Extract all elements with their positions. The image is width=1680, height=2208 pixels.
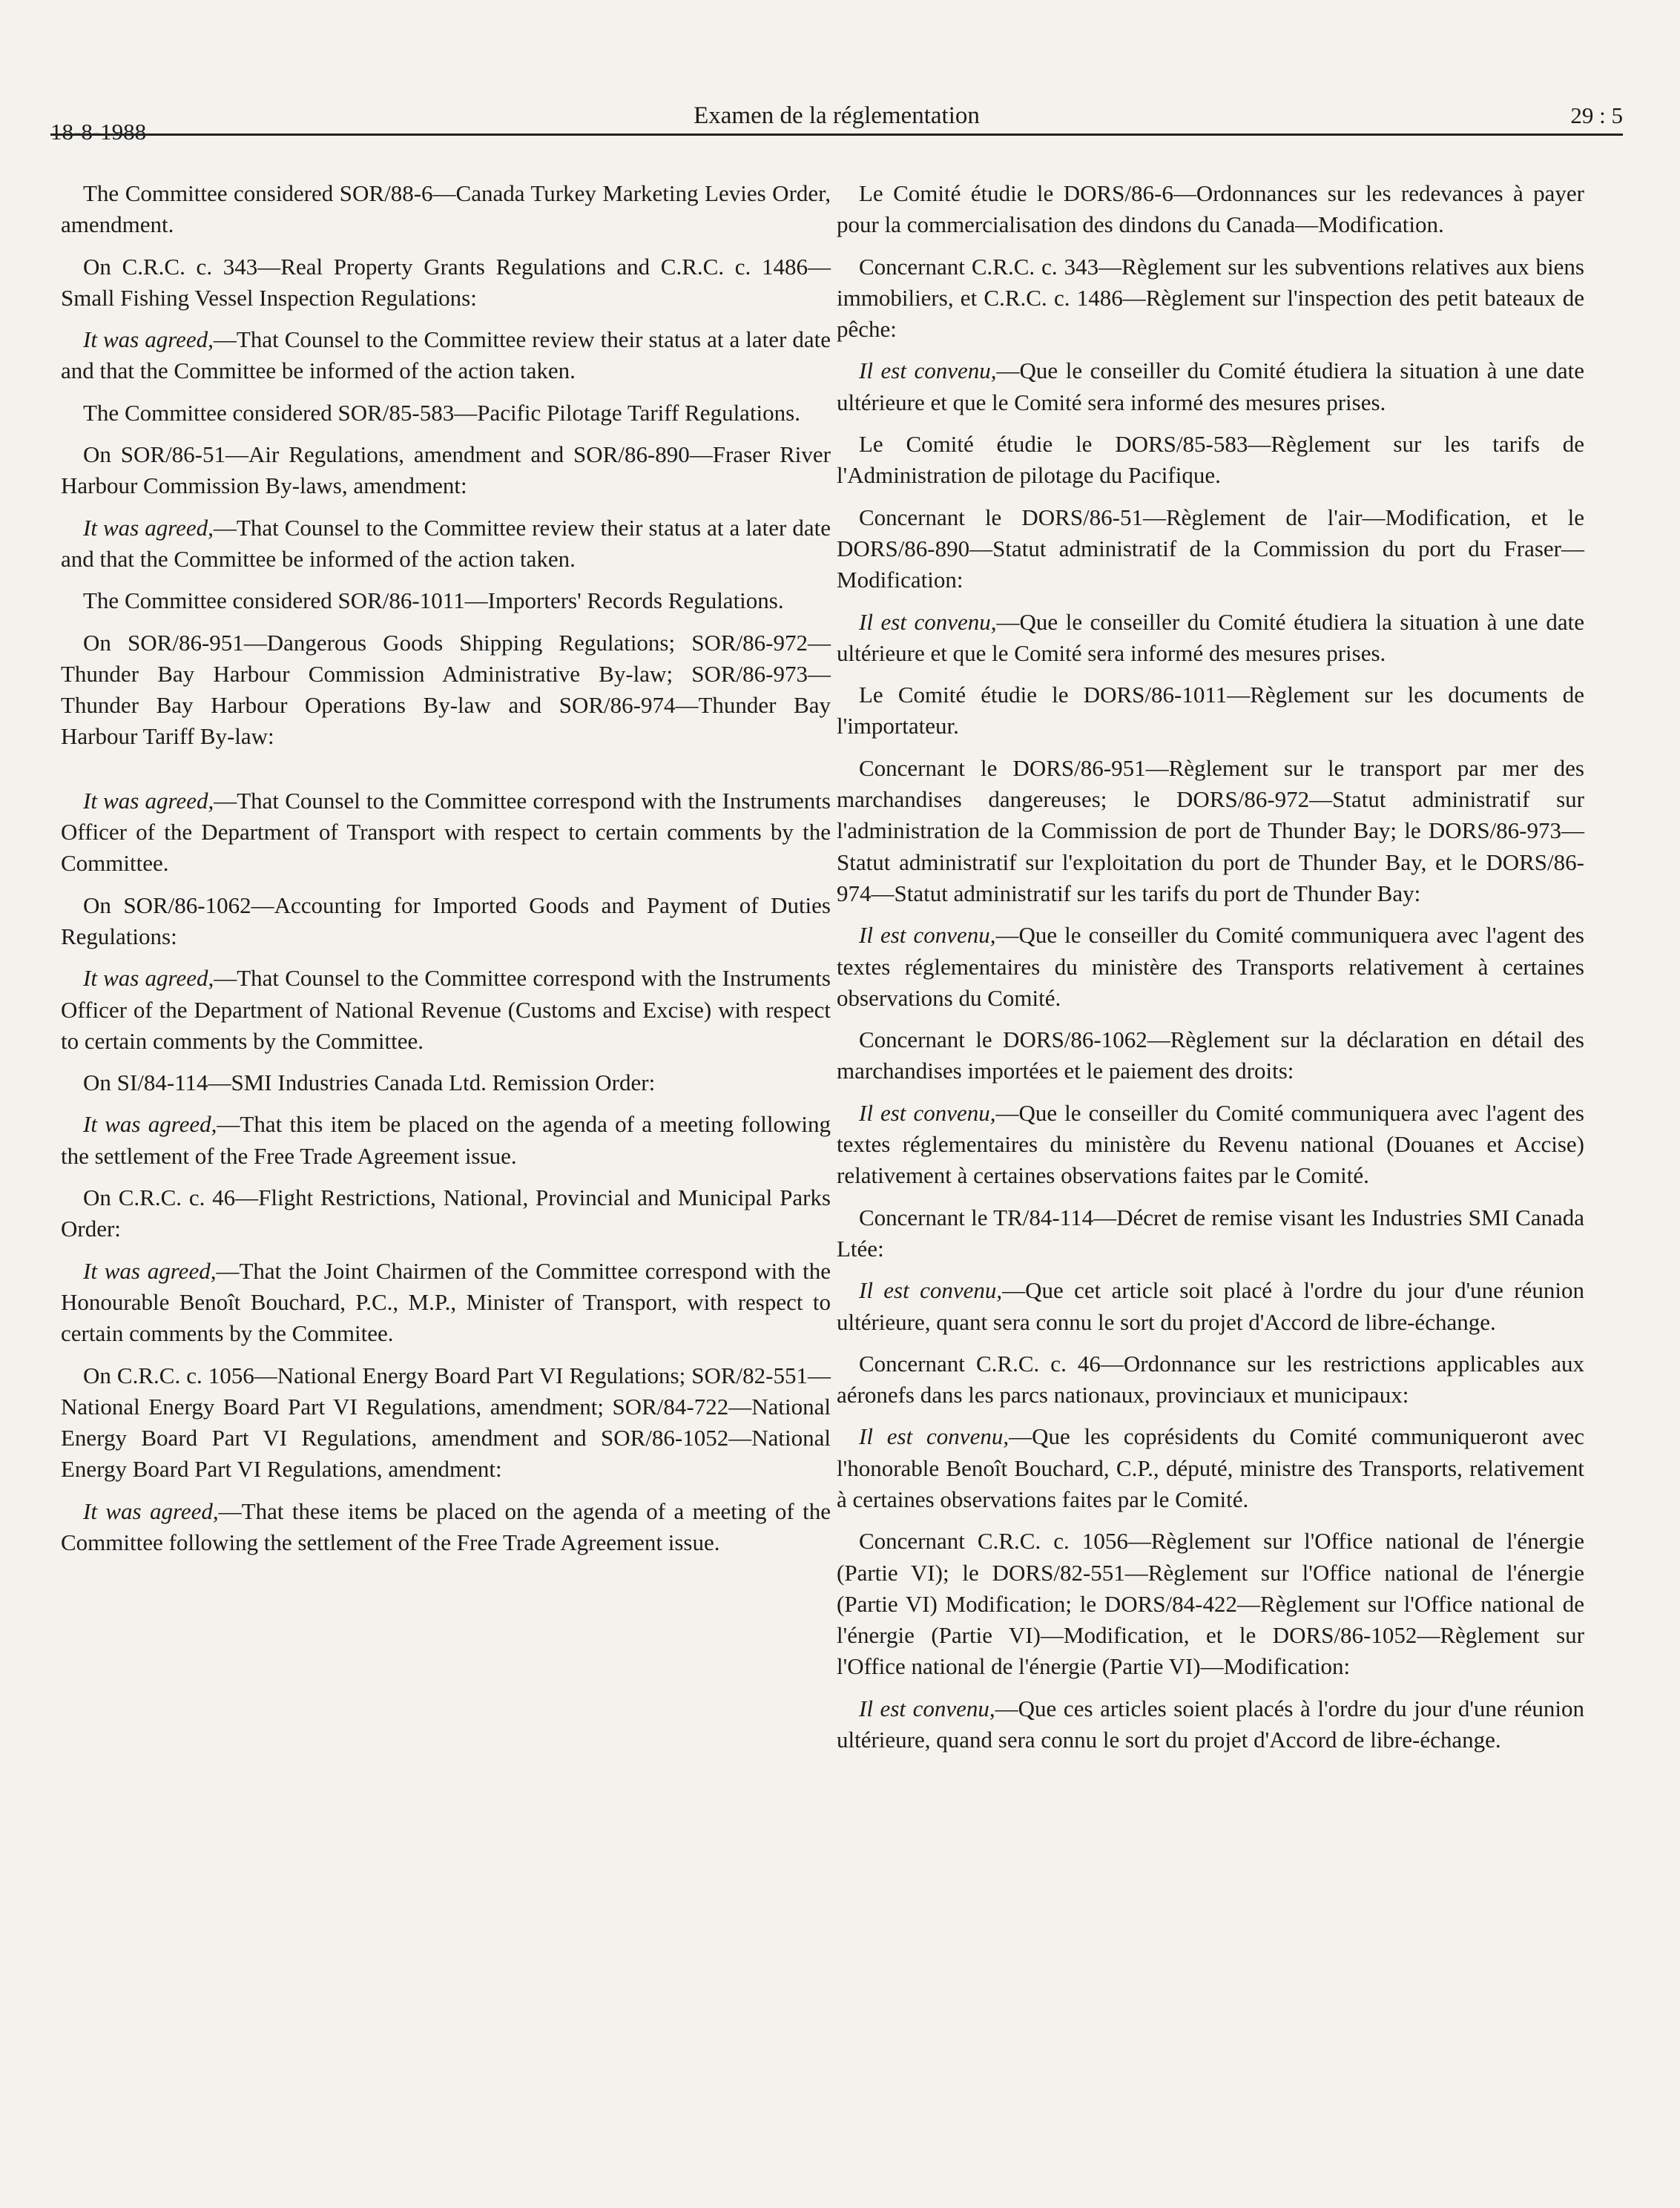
resolution-lead: It was agreed, bbox=[83, 1257, 217, 1284]
resolution-lead: It was agreed, bbox=[83, 1497, 219, 1524]
resolution-text: —Que le conseiller du Comité étudiera la situation à une date ultérieure et que le Comité sera informé des mesures prises. bbox=[837, 608, 1584, 666]
item-paragraph: Le Comité étudie le DORS/86-6—Ordonnances sur les redevances à payer pour la commercialisation des dindons du Canada—Modification. bbox=[837, 180, 1584, 238]
item-paragraph: On SOR/86-51—Air Regulations, amendment and SOR/86-890—Fraser River Harbour Commission By-laws, amendment: bbox=[61, 441, 831, 499]
item-paragraph: Concernant C.R.C. c. 343—Règlement sur les subventions relatives aux biens immobiliers, et C.R.C. c. 1486—Règlement sur l'inspection des petit bateaux de pêche: bbox=[837, 253, 1584, 343]
resolution-lead: Il est convenu, bbox=[859, 1099, 996, 1126]
item-paragraph: Le Comité étudie le DORS/86-1011—Règlement sur les documents de l'importateur. bbox=[837, 682, 1584, 739]
resolution-text: —Que ces articles soient placés à l'ordre du jour d'une réunion ultérieure, quand sera connu le sort du projet d'Accord de libre-échange. bbox=[837, 1695, 1584, 1753]
resolution-text: —That Counsel to the Committee correspond with the Instruments Officer of the Department of Transport with respect to certain comments by the Committee. bbox=[61, 787, 831, 877]
resolution-paragraph bbox=[837, 1275, 1584, 1338]
resolution-text: —Que le conseiller du Comité étudiera la situation à une date ultérieure et que le Comité sera informé des mesures prises. bbox=[837, 357, 1584, 415]
resolution-paragraph bbox=[837, 355, 1584, 418]
resolution-paragraph bbox=[61, 513, 831, 576]
resolution-lead: Il est convenu, bbox=[859, 608, 997, 635]
resolution-text: —Que les coprésidents du Comité communiqueront avec l'honorable Benoît Bouchard, C.P., député, ministre des Transports, relativement à certaines observations faites par le Comité. bbox=[837, 1423, 1584, 1512]
page-header bbox=[50, 102, 1623, 145]
resolution-text: —That Counsel to the Committee correspond with the Instruments Officer of the Department of National Revenue (Customs and Excise) with respect to certain comments by the Committee. bbox=[61, 965, 831, 1054]
item-paragraph: The Committee considered SOR/86-1011—Importers' Records Regulations. bbox=[83, 587, 784, 614]
item-paragraph: Concernant le DORS/86-951—Règlement sur le transport par mer des marchandises dangereuses; le DORS/86-972—Statut administratif sur l'administration de la Commission de port de Thunder Bay; le DORS/86-973—Statut administratif sur l'exploitation du port de Thunder Bay, et le DORS/86-974—Statut administratif sur les tarifs du port de Thunder Bay: bbox=[837, 754, 1584, 906]
resolution-lead: It was agreed, bbox=[83, 787, 214, 814]
item-paragraph: The Committee considered SOR/85-583—Pacific Pilotage Tariff Regulations. bbox=[83, 399, 800, 426]
resolution-paragraph bbox=[837, 1693, 1584, 1756]
english-column bbox=[61, 178, 831, 1569]
resolution-paragraph bbox=[837, 920, 1584, 1014]
resolution-lead: Il est convenu, bbox=[859, 1695, 995, 1721]
item-paragraph: On C.R.C. c. 46—Flight Restrictions, National, Provincial and Municipal Parks Order: bbox=[61, 1184, 831, 1242]
french-column bbox=[837, 178, 1584, 1766]
resolution-paragraph bbox=[837, 607, 1584, 670]
item-paragraph: On C.R.C. c. 1056—National Energy Board Part VI Regulations; SOR/82-551—National Energy Board Part VI Regulations, amendment; SOR/84-722—National Energy Board Part VI Regulations, amendment and SOR/86-1052—National Energy Board Part VI Regulations, amendment: bbox=[61, 1362, 831, 1483]
resolution-lead: Il est convenu, bbox=[859, 1277, 1003, 1304]
item-paragraph: On C.R.C. c. 343—Real Property Grants Regulations and C.R.C. c. 1486—Small Fishing Vessel Inspection Regulations: bbox=[61, 253, 831, 311]
item-paragraph: Concernant le DORS/86-1062—Règlement sur la déclaration en détail des marchandises importées et le paiement des droits: bbox=[837, 1026, 1584, 1084]
resolution-text: —That this item be placed on the agenda of a meeting following the settlement of the Free Trade Agreement issue. bbox=[61, 1111, 831, 1169]
resolution-text: —That Counsel to the Committee review their status at a later date and that the Committee be informed of the action taken. bbox=[61, 326, 831, 384]
resolution-lead: It was agreed, bbox=[83, 326, 214, 353]
resolution-lead: Il est convenu, bbox=[859, 357, 997, 384]
resolution-lead: It was agreed, bbox=[83, 965, 214, 992]
item-paragraph: On SOR/86-1062—Accounting for Imported Goods and Payment of Duties Regulations: bbox=[61, 892, 831, 949]
resolution-paragraph bbox=[61, 785, 831, 880]
resolution-lead: Il est convenu, bbox=[859, 1423, 1009, 1450]
resolution-paragraph bbox=[61, 324, 831, 387]
item-paragraph: On SI/84-114—SMI Industries Canada Ltd. Remission Order: bbox=[83, 1070, 656, 1096]
resolution-paragraph bbox=[837, 1421, 1584, 1515]
resolution-paragraph bbox=[61, 1496, 831, 1559]
resolution-paragraph bbox=[61, 963, 831, 1057]
resolution-text: —That the Joint Chairmen of the Committee correspond with the Honourable Benoît Bouchard, P.C., M.P., Minister of Transport, with respect to certain comments by the Commitee. bbox=[61, 1257, 831, 1347]
resolution-lead: It was agreed, bbox=[83, 1111, 217, 1138]
item-paragraph: Concernant C.R.C. c. 46—Ordonnance sur les restrictions applicables aux aéronefs dans les parcs nationaux, provinciaux et municipaux: bbox=[837, 1350, 1584, 1408]
header-rule bbox=[50, 134, 1623, 136]
resolution-text: —Que cet article soit placé à l'ordre du jour d'une réunion ultérieure, quant sera connu le sort du projet d'Accord de libre-échange. bbox=[837, 1277, 1584, 1335]
item-paragraph: On SOR/86-951—Dangerous Goods Shipping Regulations; SOR/86-972—Thunder Bay Harbour Commission Administrative By-law; SOR/86-973—Thunder Bay Harbour Operations By-law and SOR/86-974—Thunder Bay Harbour Tariff By-law: bbox=[61, 629, 831, 750]
item-paragraph: Concernant C.R.C. c. 1056—Règlement sur l'Office national de l'énergie (Partie VI); le DORS/82-551—Règlement sur l'Office national de l'énergie (Partie VI) Modification; le DORS/84-422—Règlement sur l'Office national de l'énergie (Partie VI)—Modification, et le DORS/86-1052—Règlement sur l'Office national de l'énergie (Partie VI)—Modification: bbox=[837, 1528, 1584, 1680]
header-title: Examen de la réglementation bbox=[694, 102, 980, 129]
item-paragraph: Le Comité étudie le DORS/85-583—Règlement sur les tarifs de l'Administration de pilotage du Pacifique. bbox=[837, 431, 1584, 489]
resolution-lead: Il est convenu, bbox=[859, 922, 996, 949]
item-paragraph: The Committee considered SOR/88-6—Canada Turkey Marketing Levies Order, amendment. bbox=[61, 180, 831, 238]
resolution-text: —Que le conseiller du Comité communiquera avec l'agent des textes réglementaires du ministère du Revenu national (Douanes et Accise) relativement à certaines observations faites par le Comité. bbox=[837, 1099, 1584, 1189]
resolution-paragraph bbox=[61, 1109, 831, 1172]
resolution-text: —That Counsel to the Committee review their status at a later date and that the Committee be informed of the action taken. bbox=[61, 514, 831, 572]
resolution-text: —Que le conseiller du Comité communiquera avec l'agent des textes réglementaires du ministère des Transports relativement à certaines observations du Comité. bbox=[837, 922, 1584, 1011]
resolution-paragraph bbox=[61, 1256, 831, 1350]
resolution-lead: It was agreed, bbox=[83, 514, 214, 541]
header-date: 18-8-1988 bbox=[50, 119, 147, 145]
resolution-paragraph bbox=[837, 1098, 1584, 1192]
resolution-text: —That these items be placed on the agenda of a meeting of the Committee following the settlement of the Free Trade Agreement issue. bbox=[61, 1497, 831, 1555]
item-paragraph: Concernant le DORS/86-51—Règlement de l'air—Modification, et le DORS/86-890—Statut administratif de la Commission du port du Fraser—Modification: bbox=[837, 504, 1584, 593]
page-number: 29 : 5 bbox=[1570, 102, 1623, 128]
item-paragraph: Concernant le TR/84-114—Décret de remise visant les Industries SMI Canada Ltée: bbox=[837, 1204, 1584, 1262]
